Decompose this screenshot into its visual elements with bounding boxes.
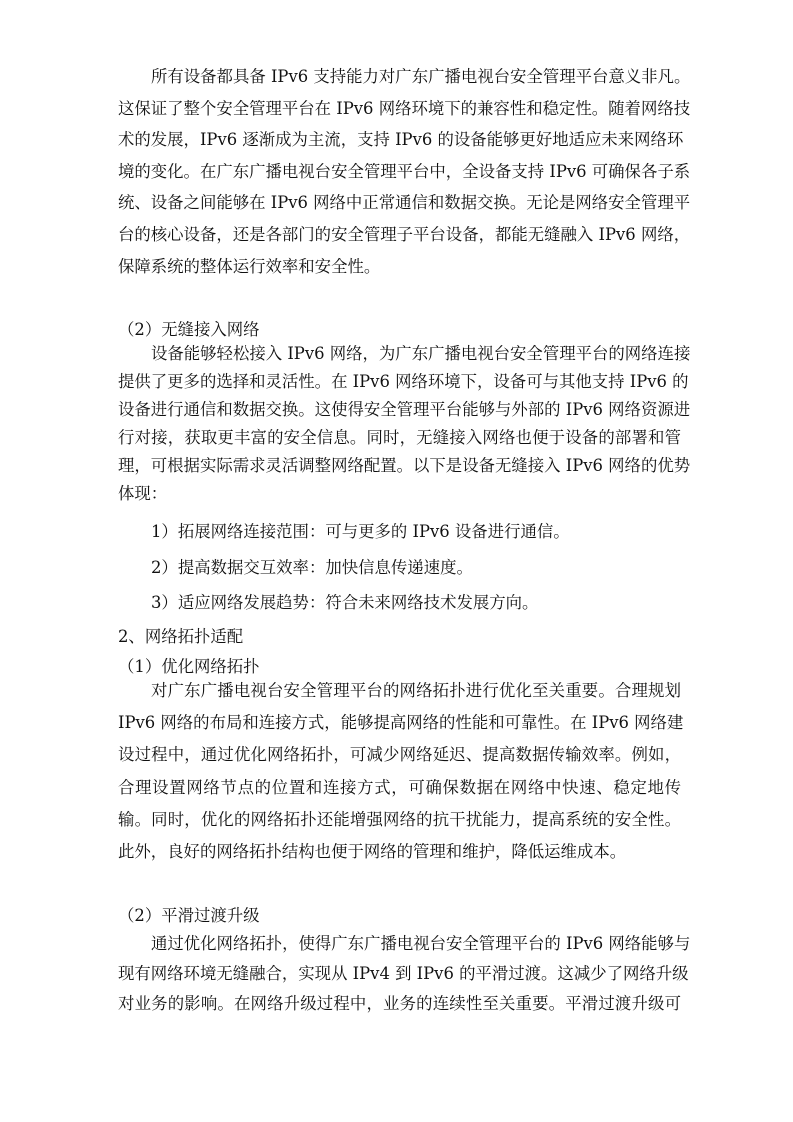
- text-line: 统、设备之间能够在 IPv6 网络中正常通信和数据交换。无论是网络安全管理平: [118, 193, 691, 213]
- text-line: 设过程中，通过优化网络拓扑，可减少网络延迟、提高数据传输效率。例如，: [118, 745, 681, 765]
- list-item: 3）适应网络发展趋势：符合未来网络技术发展方向。: [151, 593, 539, 612]
- text-line: 理，可根据实际需求灵活调整网络配置。以下是设备无缝接入 IPv6 网络的优势: [118, 456, 691, 475]
- text-line: 术的发展，IPv6 逐渐成为主流，支持 IPv6 的设备能够更好地适应未来网络环: [118, 130, 684, 150]
- text-line: 输。同时，优化的网络拓扑还能增强网络的抗干扰能力，提高系统的安全性。: [118, 809, 681, 829]
- heading-topology-adaptation: 2、网络拓扑适配: [118, 627, 244, 646]
- text-line: 保障系统的整体运行效率和安全性。: [118, 256, 381, 276]
- text-line: 体现：: [118, 484, 168, 503]
- text-line: 对业务的影响。在网络升级过程中，业务的连续性至关重要。平滑过渡升级可: [118, 994, 681, 1013]
- text-line: 提供了更多的选择和灵活性。在 IPv6 网络环境下，设备可与其他支持 IPv6 的: [118, 372, 689, 391]
- text-line: 行对接，获取更丰富的安全信息。同时，无缝接入网络也便于设备的部署和管: [118, 428, 681, 447]
- text-line: 此外，良好的网络拓扑结构也便于网络的管理和维护，降低运维成本。: [118, 842, 627, 862]
- text-line: 所有设备都具备 IPv6 支持能力对广东广播电视台安全管理平台意义非凡。: [151, 67, 691, 86]
- paragraph-ipv6-support: [118, 61, 691, 282]
- text-line: IPv6 网络的布局和连接方式，能够提高网络的性能和可靠性。在 IPv6 网络建: [118, 713, 684, 733]
- list-item: 2）提高数据交互效率：加快信息传递速度。: [151, 558, 473, 577]
- list-item: 1）拓展网络连接范围：可与更多的 IPv6 设备进行通信。: [151, 522, 570, 541]
- text-line: 境的变化。在广东广播电视台安全管理平台中，全设备支持 IPv6 可确保各子系: [118, 161, 691, 181]
- text-line: 合理设置网络节点的位置和连接方式，可确保数据在网络中快速、稳定地传: [118, 777, 681, 797]
- text-line: 台的核心设备，还是各部门的安全管理子平台设备，都能无缝融入 IPv6 网络，: [118, 224, 691, 244]
- heading-smooth-upgrade: （2）平滑过渡升级: [118, 906, 260, 925]
- text-line: 现有网络环境无缝融合，实现从 IPv4 到 IPv6 的平滑过渡。这减少了网络升级: [118, 964, 689, 983]
- heading-seamless-access: （2）无缝接入网络: [118, 320, 260, 339]
- paragraph-optimize-topology: [118, 675, 684, 868]
- paragraph-smooth-upgrade: [118, 929, 691, 1019]
- paragraph-seamless-access: [118, 340, 691, 508]
- heading-optimize-topology: （1）优化网络拓扑: [118, 657, 260, 676]
- text-line: 通过优化网络拓扑，使得广东广播电视台安全管理平台的 IPv6 网络能够与: [151, 934, 691, 953]
- text-line: 这保证了整个安全管理平台在 IPv6 网络环境下的兼容性和稳定性。随着网络技: [118, 98, 691, 118]
- text-line: 对广东广播电视台安全管理平台的网络拓扑进行优化至关重要。合理规划: [151, 681, 681, 700]
- text-line: 设备能够轻松接入 IPv6 网络，为广东广播电视台安全管理平台的网络连接: [151, 344, 691, 363]
- text-line: 设备进行通信和数据交换。这使得安全管理平台能够与外部的 IPv6 网络资源进: [118, 400, 691, 419]
